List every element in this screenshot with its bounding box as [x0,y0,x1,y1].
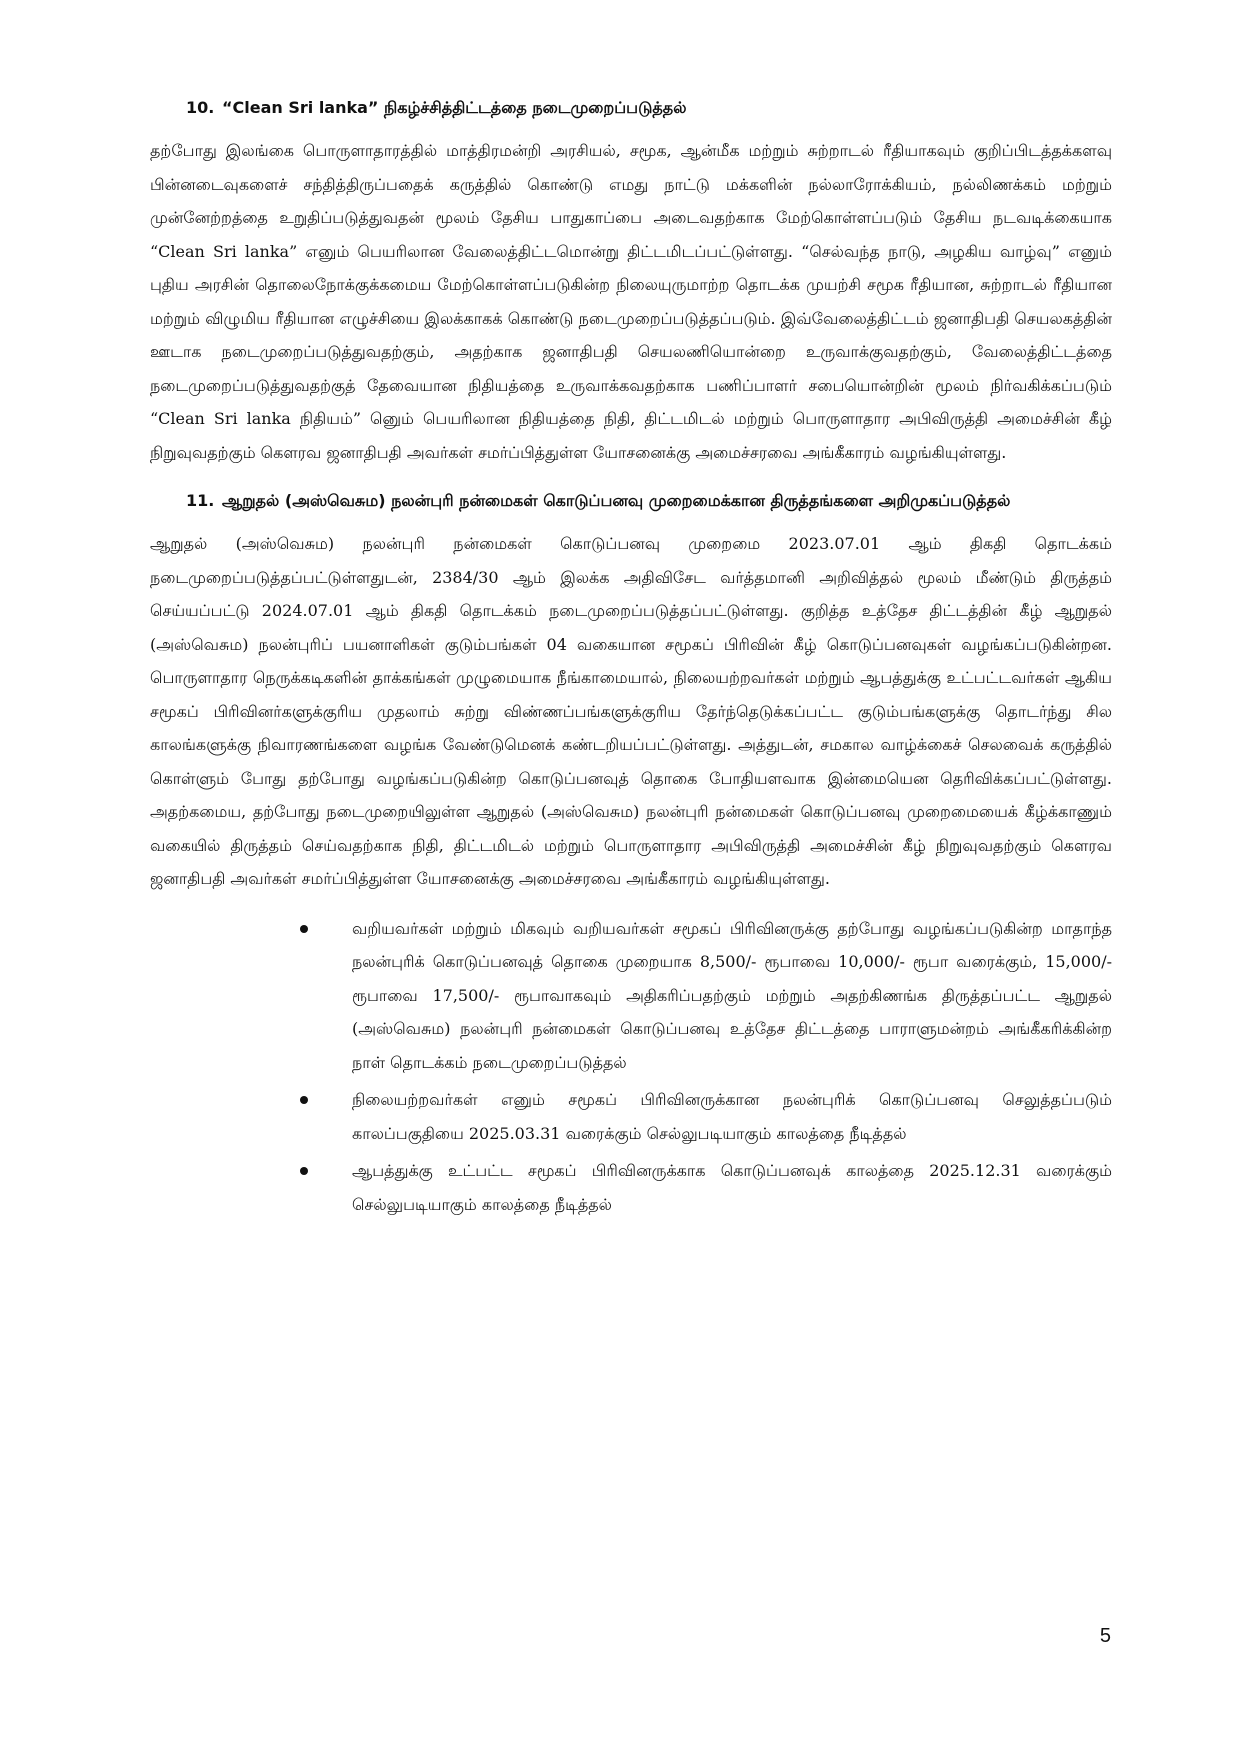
bullet-dot-icon [300,1167,308,1175]
section-11-title: ஆறுதல் (அஸ்வெசும) நலன்புரி நன்மைகள் கொடுப்பனவு முறைமைக்கான திருத்தங்களை அறிமுகப்படுத்தல் [222,491,1011,510]
section-10-number: 10. [186,98,215,117]
bullet-item [300,1083,1112,1150]
bullet-text: நிலையற்றவர்கள் எனும் சமூகப் பிரிவினருக்கான நலன்புரிக் கொடுப்பனவு செலுத்தப்படும் காலப்பகுதியை 2025.03.31 வரைக்கும் செல்லுபடியாகும் காலத்தை நீடித்தல் [352,1090,1112,1143]
bullet-text: ஆபத்துக்கு உட்பட்ட சமூகப் பிரிவினருக்காக கொடுப்பனவுக் காலத்தை 2025.12.31 வரைக்கும் செல்லுபடியாகும் காலத்தை நீடித்தல் [352,1161,1112,1214]
section-10-title: “Clean Sri lanka” நிகழ்ச்சித்திட்டத்தை நடைமுறைப்படுத்தல் [222,98,687,117]
page-number: 5 [1099,1625,1111,1647]
document-page [150,92,1112,1225]
section-11-number: 11. [186,491,215,510]
bullet-text: வறியவர்கள் மற்றும் மிகவும் வறியவர்கள் சமூகப் பிரிவினருக்கு தற்போது வழங்கப்படுகின்ற மாதாந்த நலன்புரிக் கொடுப்பனவுத் தொகை முறையாக 8,500/- ரூபாவை 10,000/- ரூபா வரைக்கும், 15,000/- ரூபாவை 17,500/- ரூபாவாகவும் அதிகரிப்பதற்கும் மற்றும் அதற்கிணங்க திருத்தப்பட்ட ஆறுதல் (அஸ்வெசும) நலன்புரி நன்மைகள் கொடுப்பனவு உத்தேச திட்டத்தை பாராளுமன்றம் அங்கீகரிக்கின்ற நாள் தொடக்கம் நடைமுறைப்படுத்தல் [352,918,1112,1072]
section-10-body: தற்போது இலங்கை பொருளாதாரத்தில் மாத்திரமன்றி அரசியல், சமூக, ஆன்மீக மற்றும் சுற்றாடல் ரீதியாகவும் குறிப்பிடத்தக்களவு பின்னடைவுகளைச் சந்தித்திருப்பதைக் கருத்தில் கொண்டு எமது நாட்டு மக்களின் நல்லாரோக்கியம், நல்லிணக்கம் மற்றும் முன்னேற்றத்தை உறுதிப்படுத்துவதன் மூலம் தேசிய பாதுகாப்பை அடைவதற்காக மேற்கொள்ளப்படும் தேசிய நடவடிக்கையாக “Clean Sri lanka” எனும் பெயரிலான வேலைத்திட்டமொன்று திட்டமிடப்பட்டுள்ளது. “செல்வந்த நாடு, அழகிய வாழ்வு” எனும் புதிய அரசின் தொலைநோக்குக்கமைய மேற்கொள்ளப்படுகின்ற நிலையுருமாற்ற தொடக்க முயற்சி சமூக ரீதியான, சுற்றாடல் ரீதியான மற்றும் விழுமிய ரீதியான எழுச்சியை இலக்காகக் கொண்டு நடைமுறைப்படுத்தப்படும். இவ்வேலைத்திட்டம் ஜனாதிபதி செயலகத்தின் ஊடாக நடைமுறைப்படுத்துவதற்கும், அதற்காக ஜனாதிபதி செயலணியொன்றை உருவாக்குவதற்கும், வேலைத்திட்டத்தை நடைமுறைப்படுத்துவதற்குத் தேவையான நிதியத்தை உருவாக்கவதற்காக பணிப்பாளர் சபையொன்றின் மூலம் நிர்வகிக்கப்படும் “Clean Sri lanka நிதியம்” னெும் பெயரிலான நிதியத்தை நிதி, திட்டமிடல் மற்றும் பொருளாதார அபிவிருத்தி அமைச்சின் கீழ் நிறுவுவதற்கும் கௌரவ ஜனாதிபதி அவர்கள் சமர்ப்பித்துள்ள யோசனைக்கு அமைச்சரவை அங்கீகாரம் வழங்கியுள்ளது. [150,141,1113,462]
bullet-item [300,912,1112,1080]
bullet-dot-icon [300,925,308,933]
section-11-body: ஆறுதல் (அஸ்வெசும) நலன்புரி நன்மைகள் கொடுப்பனவு முறைமை 2023.07.01 ஆம் திகதி தொடக்கம் நடைமுறைப்படுத்தப்பட்டுள்ளதுடன், 2384/30 ஆம் இலக்க அதிவிசேட வர்த்தமானி அறிவித்தல் மூலம் மீண்டும் திருத்தம் செய்யப்பட்டு 2024.07.01 ஆம் திகதி தொடக்கம் நடைமுறைப்படுத்தப்பட்டுள்ளது. குறித்த உத்தேச திட்டத்தின் கீழ் ஆறுதல் (அஸ்வெசும) நலன்புரிப் பயனாளிகள் குடும்பங்கள் 04 வகையான சமூகப் பிரிவின் கீழ் கொடுப்பனவுகள் வழங்கப்படுகின்றன. பொருளாதார நெருக்கடிகளின் தாக்கங்கள் முழுமையாக நீங்காமையால், நிலையற்றவர்கள் மற்றும் ஆபத்துக்கு உட்பட்டவர்கள் ஆகிய சமூகப் பிரிவினர்களுக்குரிய முதலாம் சுற்று விண்ணப்பங்களுக்குரிய தேர்ந்தெடுக்கப்பட்ட குடும்பங்களுக்கு தொடர்ந்து சில காலங்களுக்கு நிவாரணங்களை வழங்க வேண்டுமெனக் கண்டறியப்பட்டுள்ளது. அத்துடன், சமகால வாழ்க்கைச் செலவைக் கருத்தில் கொள்ளும் போது தற்போது வழங்கப்படுகின்ற கொடுப்பனவுத் தொகை போதியளவாக இன்மையென தெரிவிக்கப்பட்டுள்ளது. அதற்கமைய, தற்போது நடைமுறையிலுள்ள ஆறுதல் (அஸ்வெசும) நலன்புரி நன்மைகள் கொடுப்பனவு முறைமையைக் கீழ்க்காணும் வகையில் திருத்தம் செய்வதற்காக நிதி, திட்டமிடல் மற்றும் பொருளாதார அபிவிருத்தி அமைச்சின் கீழ் நிறுவுவதற்கும் கௌரவ ஜனாதிபதி அவர்கள் சமர்ப்பித்துள்ள யோசனைக்கு அமைச்சரவை அங்கீகாரம் வழங்கியுள்ளது. [150,534,1113,888]
section-11-heading [150,485,1112,517]
section-11-bullet-list [150,912,1112,1222]
bullet-dot-icon [300,1096,308,1104]
section-10-heading [150,92,1112,124]
bullet-item [300,1154,1112,1221]
